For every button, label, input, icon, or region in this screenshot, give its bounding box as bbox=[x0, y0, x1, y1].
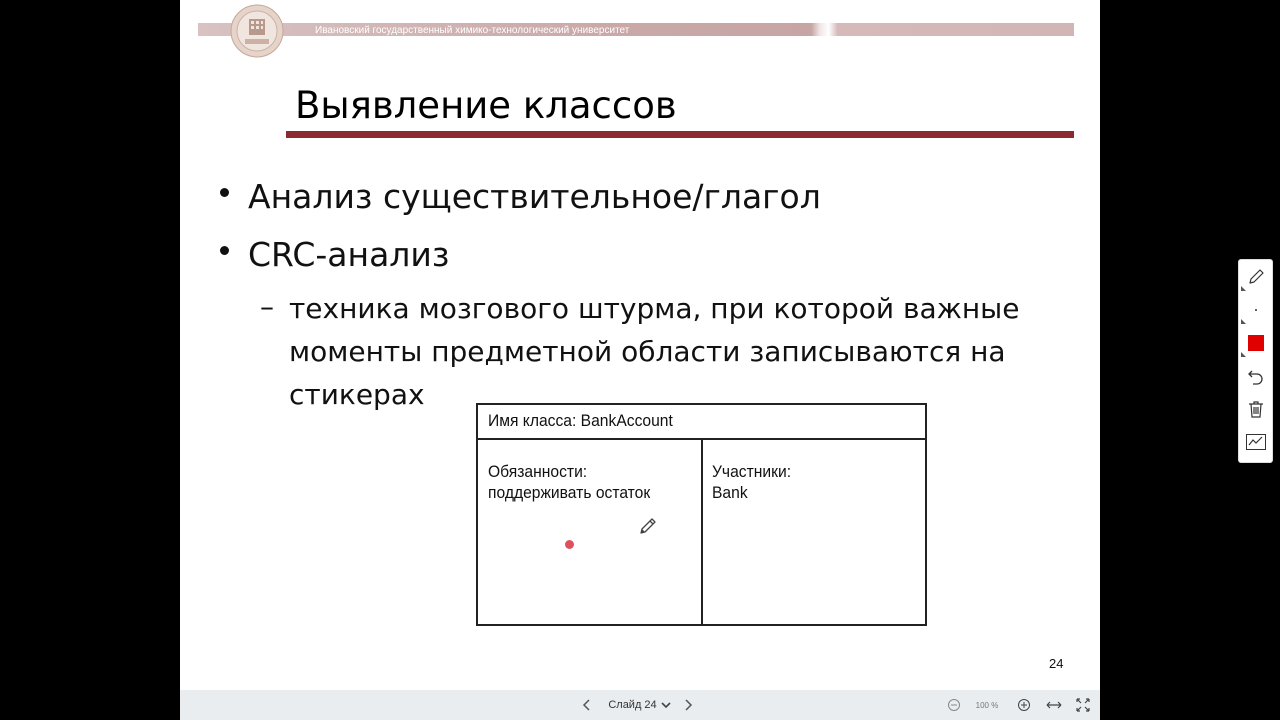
crc-card bbox=[476, 403, 927, 626]
slide-indicator-label: Слайд 24 bbox=[608, 699, 657, 711]
chevron-down-icon bbox=[660, 700, 672, 710]
prev-slide-button[interactable] bbox=[580, 695, 594, 715]
university-logo bbox=[229, 3, 285, 59]
highlighter-icon bbox=[1245, 432, 1267, 452]
tool-options-corner bbox=[1241, 319, 1246, 324]
crc-collaborators-label: Участники: bbox=[712, 462, 792, 481]
bottom-navigation-bar bbox=[180, 690, 1100, 720]
zoom-level: 100 % bbox=[975, 700, 999, 710]
annotation-toolbar bbox=[1238, 259, 1273, 463]
slide-title: Выявление классов bbox=[295, 84, 677, 127]
tool-options-corner bbox=[1241, 352, 1246, 357]
crc-class-name: Имя класса: BankAccount bbox=[488, 411, 673, 430]
fit-width-button[interactable] bbox=[1046, 695, 1062, 715]
crc-collaborators-value: Bank bbox=[712, 483, 748, 502]
next-slide-button[interactable] bbox=[681, 695, 695, 715]
pen-icon bbox=[1246, 267, 1266, 287]
clear-drawings-button[interactable] bbox=[1239, 392, 1272, 425]
bullet-dot bbox=[220, 246, 229, 255]
pencil-cursor-icon bbox=[637, 515, 659, 537]
laser-pointer-dot bbox=[565, 540, 574, 549]
slide-selector[interactable] bbox=[605, 695, 675, 715]
zoom-in-button[interactable] bbox=[1016, 695, 1032, 715]
fit-width-icon bbox=[1046, 700, 1062, 710]
sub-bullet-text: техника мозгового штурма, при которой важные моменты предметной области записываются на стикерах bbox=[289, 292, 1020, 411]
highlighter-button[interactable] bbox=[1239, 425, 1272, 458]
pen-size-button[interactable] bbox=[1239, 293, 1272, 326]
sub-bullet-marker: – bbox=[260, 290, 274, 323]
undo-button[interactable] bbox=[1239, 359, 1272, 392]
crc-responsibilities-value: поддерживать остаток bbox=[488, 483, 651, 502]
pen-tool-button[interactable] bbox=[1239, 260, 1272, 293]
university-name: Ивановский государственный химико-технологический университет bbox=[315, 25, 630, 36]
crc-responsibilities-label: Обязанности: bbox=[488, 462, 588, 481]
prev-slide-icon bbox=[582, 698, 592, 712]
title-underline bbox=[286, 131, 1074, 138]
bullet-crc-analysis: CRC-анализ bbox=[248, 235, 450, 274]
crc-card-header bbox=[478, 405, 925, 440]
bullet-noun-verb-analysis: Анализ существительное/глагол bbox=[248, 177, 821, 216]
bullet-dot bbox=[220, 188, 229, 197]
zoom-out-button[interactable] bbox=[946, 695, 962, 715]
slide bbox=[180, 0, 1100, 690]
fullscreen-button[interactable] bbox=[1075, 695, 1091, 715]
slide-number: 24 bbox=[1049, 656, 1064, 671]
trash-icon bbox=[1246, 399, 1266, 419]
crc-card-divider bbox=[701, 440, 703, 624]
next-slide-icon bbox=[683, 698, 693, 712]
pen-color-icon bbox=[1246, 333, 1266, 353]
pen-color-button[interactable] bbox=[1239, 326, 1272, 359]
zoom-out-icon bbox=[947, 698, 961, 712]
pen-size-icon bbox=[1246, 300, 1266, 320]
tool-options-corner bbox=[1241, 286, 1246, 291]
fullscreen-icon bbox=[1076, 698, 1090, 712]
undo-icon bbox=[1246, 366, 1266, 386]
zoom-in-icon bbox=[1017, 698, 1031, 712]
